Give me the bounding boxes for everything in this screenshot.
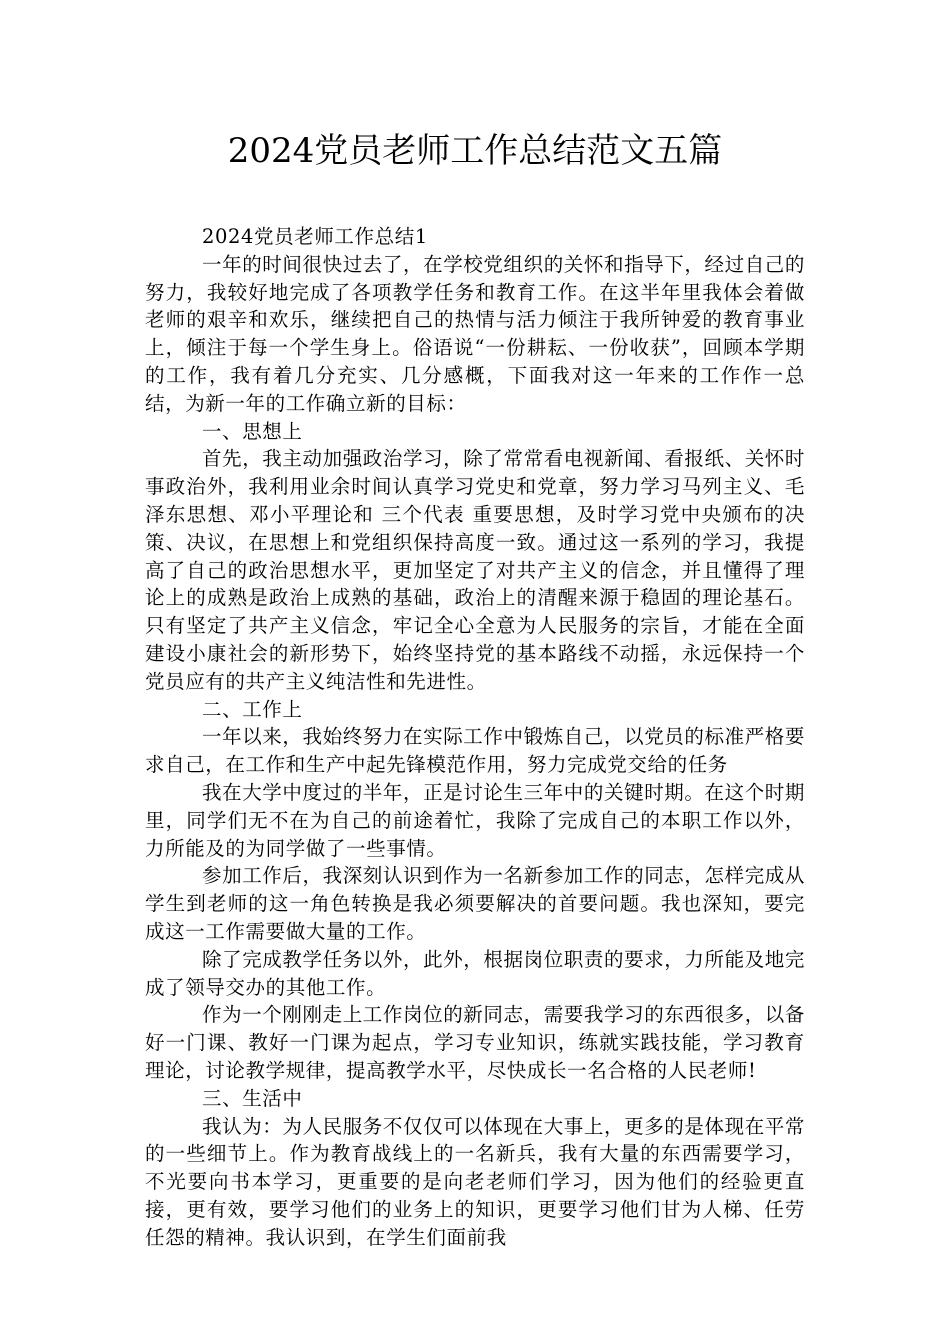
document-body (145, 223, 805, 1251)
paragraph-life: 我认为：为人民服务不仅仅可以体现在大事上，更多的是体现在平常的一些细节上。作为教育战线上的一名新兵，我有大量的东西需要学习，不光要向书本学习，更重要的是向老老师们学习，因为他们的经验更直接，更有效，要学习他们的业务上的知识，更要学习他们甘为人梯、任劳任怨的精神。我认识到，在学生们面前我 (145, 1114, 806, 1249)
heading-work: 二、工作上 (202, 697, 303, 721)
document-title: 2024党员老师工作总结范文五篇 (227, 131, 723, 171)
paragraph-thought: 首先，我主动加强政治学习，除了常常看电视新闻、看报纸、关怀时事政治外，我利用业余时间认真学习党史和党章，努力学习马列主义、毛泽东思想、邓小平理论和 三个代表 重要思想，及时学习党中央颁布的决策、决议，在思想上和党组织保持高度一致。通过这一系列的学习，我提高了自己的政治思想水平，更加坚定了对共产主义的信念，并且懂得了理论上的成熟是政治上成熟的基础，政治上的清醒来源于稳固的理论基石。只有坚定了共产主义信念，牢记全心全意为人民服务的宗旨，才能在全面建设小康社会的新形势下，始终坚持党的基本路线不动摇，永远保持一个党员应有的共产主义纯洁性和先进性。 (145, 447, 806, 693)
paragraph-work-2: 我在大学中度过的半年，正是讨论生三年中的关键时期。在这个时期里，同学们无不在为自己的前途着忙，我除了完成自己的本职工作以外，力所能及的为同学做了一些事情。 (145, 780, 806, 860)
paragraph-work-3: 参加工作后，我深刻认识到作为一名新参加工作的同志，怎样完成从学生到老师的这一角色转换是我必须要解决的首要问题。我也深知，要完成这一工作需要做大量的工作。 (145, 864, 806, 943)
heading-thought: 一、思想上 (202, 419, 303, 443)
paragraph-intro: 一年的时间很快过去了，在学校党组织的关怀和指导下，经过自己的努力，我较好地完成了各项教学任务和教育工作。在这半年里我体会着做老师的艰辛和欢乐，继续把自己的热情与活力倾注于我所钟爱的教育事业上，倾注于每一个学生身上。俗语说“一份耕耘、一份收获”，回顾本学期的工作，我有着几分充实、几分感概，下面我对这一年来的工作作一总结，为新一年的工作确立新的目标： (145, 252, 806, 415)
paragraph-work-5: 作为一个刚刚走上工作岗位的新同志，需要我学习的东西很多，以备好一门课、教好一门课为起点，学习专业知识，练就实践技能，学习教育理论，讨论教学规律，提高教学水平，尽快成长一名合格的人民老师! (145, 1003, 806, 1082)
paragraph-work-1: 一年以来，我始终努力在实际工作中锻炼自己，以党员的标准严格要求自己，在工作和生产中起先锋模范作用，努力完成党交给的任务 (145, 725, 806, 777)
section-subtitle: 2024党员老师工作总结1 (202, 225, 428, 248)
paragraph-work-4: 除了完成教学任务以外，此外，根据岗位职责的要求，力所能及地完成了领导交办的其他工作。 (145, 947, 806, 999)
heading-life: 三、生活中 (202, 1086, 303, 1110)
